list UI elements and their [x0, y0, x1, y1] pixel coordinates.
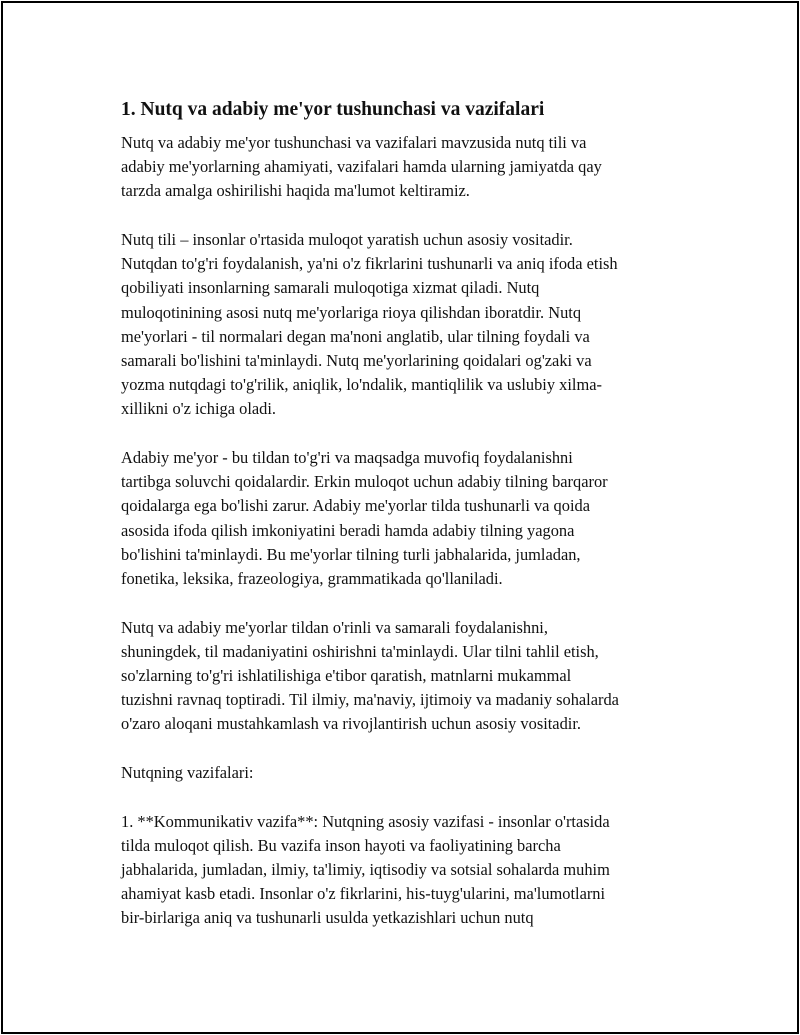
paragraph-nutqning-vazifalari: Nutqning vazifalari: — [121, 763, 254, 783]
paragraph-nutq-va-adabiy: Nutq va adabiy me'yorlar tildan o'rinli va samarali foydalanishni, shuningdek, til madaniyatini oshirishni ta'minlaydi. Ular tilni tahlil etish, so'zlarning to'g'ri ishlatilishiga e'tibor qaratish, matnlarni mukammal tuzishni ravnaq toptiradi. Til ilmiy, ma'naviy, ijtimoiy va madaniy sohalarda o'zaro aloqani mustahkamlash va rivojlantirish uchun asosiy vositadir. — [121, 617, 619, 734]
document-body — [121, 97, 681, 931]
paragraph-intro: Nutq va adabiy me'yor tushunchasi va vazifalari mavzusida nutq tili va adabiy me'yorlarning ahamiyati, vazifalari hamda ularning jamiyatda qay tarzda amalga oshirilishi haqida ma'lumot keltiramiz. — [121, 133, 602, 201]
document-title: 1. Nutq va adabiy me'yor tushunchasi va vazifalari — [121, 99, 545, 120]
document-page — [1, 1, 799, 1034]
paragraph-nutq-tili: Nutq tili – insonlar o'rtasida muloqot yaratish uchun asosiy vositadir. Nutqdan to'g'ri foydalanish, ya'ni o'z fikrlarini tushunarli va aniq ifoda etish qobiliyati insonlarning samarali muloqotiga xizmat qiladi. Nutq muloqotinining asosi nutq me'yorlariga rioya qilishdan iboratdir. Nutq me'yorlari - til normalari degan ma'noni anglatib, ular tilning foydali va samarali bo'lishini ta'minlaydi. Nutq me'yorlarining qoidalari og'zaki va yozma nutqdagi to'g'rilik, aniqlik, lo'ndalik, mantiqlilik va uslubiy xilma- xillikni o'z ichiga oladi. — [121, 230, 618, 419]
paragraph-kommunikativ-vazifa: 1. **Kommunikativ vazifa**: Nutqning asosiy vazifasi - insonlar o'rtasida tilda muloqot qilish. Bu vazifa inson hayoti va faoliyatining barcha jabhalarida, jumladan, ilmiy, ta'limiy, iqtisodiy va sotsial sohalarda muhim ahamiyat kasb etadi. Insonlar o'z fikrlarini, his-tuyg'ularini, ma'lumotlarni bir-birlariga aniq va tushunarli usulda yetkazishlari uchun nutq — [121, 811, 610, 928]
paragraph-adabiy-meyor: Adabiy me'yor - bu tildan to'g'ri va maqsadga muvofiq foydalanishni tartibga soluvchi qoidalardir. Erkin muloqot uchun adabiy tilning barqaror qoidalarga ega bo'lishi zarur. Adabiy me'yorlar tilda tushunarli va qoida asosida ifoda qilish imkoniyatini beradi hamda adabiy tilning yagona bo'lishini ta'minlaydi. Bu me'yorlar tilning turli jabhalarida, jumladan, fonetika, leksika, frazeologiya, grammatikada qo'llaniladi. — [121, 448, 608, 589]
